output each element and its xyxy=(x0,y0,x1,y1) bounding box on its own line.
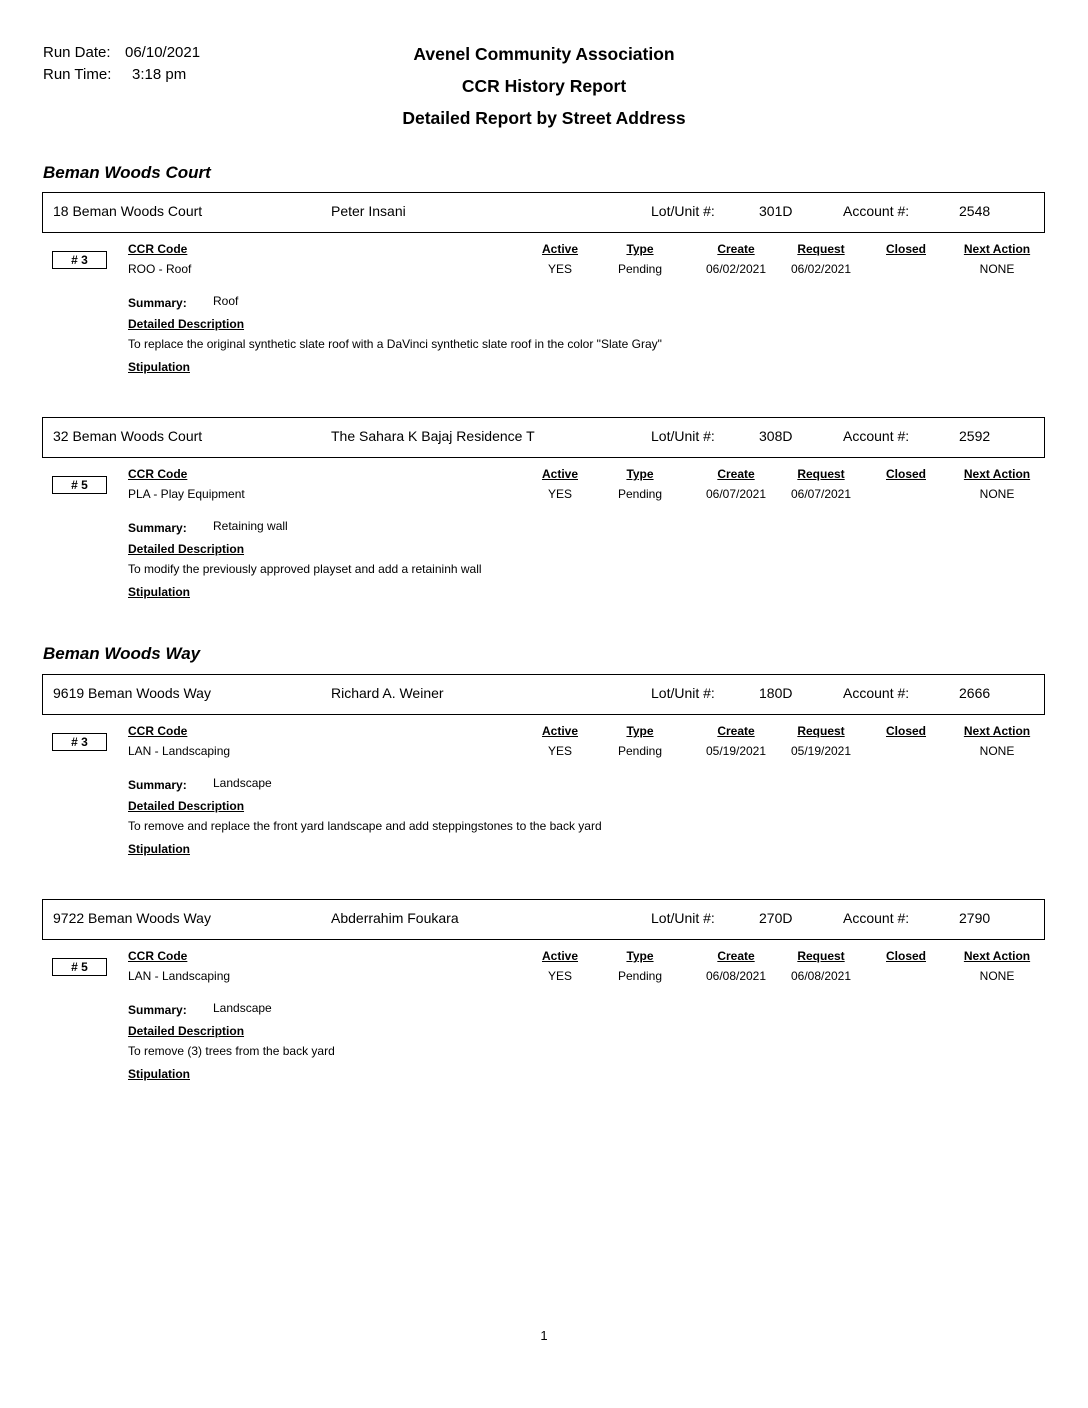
active-value: YES xyxy=(547,262,573,276)
ccr-entry xyxy=(0,242,1088,422)
stipulation-label: Stipulation xyxy=(128,1067,190,1081)
lot-value: 180D xyxy=(759,685,793,701)
detailed-description-label: Detailed Description xyxy=(128,1024,245,1038)
entry-number: # 5 xyxy=(52,958,107,976)
summary-label: Summary: xyxy=(128,296,187,310)
create-header: Create xyxy=(717,242,755,256)
ccr-code-header: CCR Code xyxy=(128,467,188,481)
detailed-description-label: Detailed Description xyxy=(128,799,245,813)
account-value: 2666 xyxy=(959,685,991,701)
owner: Peter Insani xyxy=(331,203,406,219)
active-header: Active xyxy=(541,949,579,963)
run-time-label: Run Time: xyxy=(43,66,112,83)
address: 9722 Beman Woods Way xyxy=(53,910,211,926)
summary-value: Landscape xyxy=(213,1001,272,1015)
ccr-code: LAN - Landscaping xyxy=(128,969,231,983)
account-value: 2548 xyxy=(959,203,991,219)
summary-label: Summary: xyxy=(128,778,187,792)
address-box xyxy=(42,417,1045,458)
account-label: Account #: xyxy=(843,203,910,219)
stipulation-label: Stipulation xyxy=(128,360,190,374)
stipulation-label: Stipulation xyxy=(128,585,190,599)
closed-header: Closed xyxy=(885,242,927,256)
lot-value: 301D xyxy=(759,203,793,219)
detailed-description: To replace the original synthetic slate roof with a DaVinci synthetic slate roof in the color "Slate Gray" xyxy=(128,337,662,351)
ccr-code-header: CCR Code xyxy=(128,949,188,963)
account-label: Account #: xyxy=(843,910,910,926)
lot-value: 308D xyxy=(759,428,793,444)
request-header: Request xyxy=(797,724,845,738)
next-action-header: Next Action xyxy=(963,467,1031,481)
request-date: 06/07/2021 xyxy=(790,487,852,501)
next-action-header: Next Action xyxy=(963,242,1031,256)
lot-label: Lot/Unit #: xyxy=(651,685,715,701)
create-header: Create xyxy=(717,724,755,738)
next-action-value: NONE xyxy=(979,969,1015,983)
account-label: Account #: xyxy=(843,428,910,444)
active-value: YES xyxy=(547,969,573,983)
lot-value: 270D xyxy=(759,910,793,926)
run-time-value: 3:18 pm xyxy=(132,66,187,83)
street-heading: Beman Woods Way xyxy=(43,644,201,663)
entry-number: # 3 xyxy=(52,733,107,751)
address: 18 Beman Woods Court xyxy=(53,203,203,219)
run-date-value: 06/10/2021 xyxy=(125,44,201,61)
type-header: Type xyxy=(626,242,654,256)
detailed-description-label: Detailed Description xyxy=(128,542,245,556)
detailed-description: To modify the previously approved playset and add a retaininh wall xyxy=(128,562,482,576)
account-value: 2592 xyxy=(959,428,991,444)
detailed-description: To remove (3) trees from the back yard xyxy=(128,1044,335,1058)
detailed-description-label: Detailed Description xyxy=(128,317,245,331)
closed-header: Closed xyxy=(885,949,927,963)
active-value: YES xyxy=(547,744,573,758)
type-header: Type xyxy=(626,949,654,963)
detailed-description: To remove and replace the front yard landscape and add steppingstones to the back yard xyxy=(128,819,602,833)
summary-label: Summary: xyxy=(128,521,187,535)
create-header: Create xyxy=(717,949,755,963)
type-value: Pending xyxy=(617,744,663,758)
request-date: 06/02/2021 xyxy=(790,262,852,276)
request-header: Request xyxy=(797,467,845,481)
create-date: 06/07/2021 xyxy=(705,487,767,501)
create-date: 06/08/2021 xyxy=(705,969,767,983)
ccr-code-header: CCR Code xyxy=(128,242,188,256)
lot-label: Lot/Unit #: xyxy=(651,910,715,926)
owner: Richard A. Weiner xyxy=(331,685,444,701)
next-action-header: Next Action xyxy=(963,949,1031,963)
page-number: 1 xyxy=(540,1328,548,1343)
next-action-value: NONE xyxy=(979,744,1015,758)
owner: The Sahara K Bajaj Residence T xyxy=(331,428,535,444)
lot-label: Lot/Unit #: xyxy=(651,203,715,219)
closed-header: Closed xyxy=(885,724,927,738)
ccr-code: ROO - Roof xyxy=(128,262,192,276)
org-title: Avenel Community Association xyxy=(413,44,675,64)
entry-number: # 3 xyxy=(52,251,107,269)
request-header: Request xyxy=(797,949,845,963)
ccr-code-header: CCR Code xyxy=(128,724,188,738)
summary-label: Summary: xyxy=(128,1003,187,1017)
summary-value: Roof xyxy=(213,294,239,308)
active-header: Active xyxy=(541,242,579,256)
report-title: CCR History Report xyxy=(461,76,627,96)
summary-value: Landscape xyxy=(213,776,272,790)
type-value: Pending xyxy=(617,969,663,983)
ccr-code: LAN - Landscaping xyxy=(128,744,231,758)
address-box xyxy=(42,192,1045,233)
address-box xyxy=(42,899,1045,940)
type-header: Type xyxy=(626,467,654,481)
type-value: Pending xyxy=(617,262,663,276)
active-header: Active xyxy=(541,724,579,738)
active-value: YES xyxy=(547,487,573,501)
create-date: 05/19/2021 xyxy=(705,744,767,758)
request-date: 05/19/2021 xyxy=(790,744,852,758)
next-action-value: NONE xyxy=(979,487,1015,501)
lot-label: Lot/Unit #: xyxy=(651,428,715,444)
address-box xyxy=(42,674,1045,715)
report-subtitle: Detailed Report by Street Address xyxy=(402,108,686,128)
request-date: 06/08/2021 xyxy=(790,969,852,983)
stipulation-label: Stipulation xyxy=(128,842,190,856)
ccr-entry xyxy=(0,467,1088,647)
create-date: 06/02/2021 xyxy=(705,262,767,276)
active-header: Active xyxy=(541,467,579,481)
type-value: Pending xyxy=(617,487,663,501)
ccr-entry xyxy=(0,949,1088,1129)
address: 32 Beman Woods Court xyxy=(53,428,203,444)
request-header: Request xyxy=(797,242,845,256)
run-date-label: Run Date: xyxy=(43,44,111,61)
closed-header: Closed xyxy=(885,467,927,481)
account-label: Account #: xyxy=(843,685,910,701)
next-action-value: NONE xyxy=(979,262,1015,276)
summary-value: Retaining wall xyxy=(213,519,288,533)
ccr-entry xyxy=(0,724,1088,904)
address: 9619 Beman Woods Way xyxy=(53,685,211,701)
ccr-code: PLA - Play Equipment xyxy=(128,487,245,501)
type-header: Type xyxy=(626,724,654,738)
account-value: 2790 xyxy=(959,910,991,926)
create-header: Create xyxy=(717,467,755,481)
street-heading: Beman Woods Court xyxy=(43,163,211,182)
entry-number: # 5 xyxy=(52,476,107,494)
owner: Abderrahim Foukara xyxy=(331,910,459,926)
next-action-header: Next Action xyxy=(963,724,1031,738)
